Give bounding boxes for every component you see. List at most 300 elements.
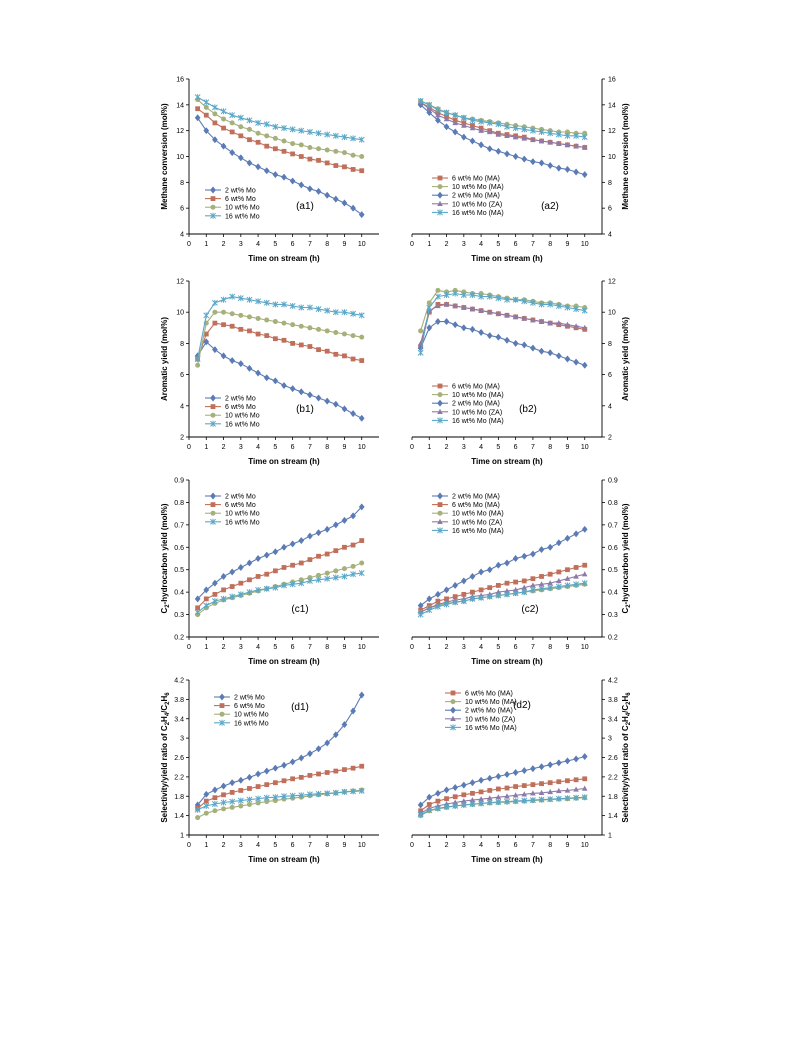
data-point: [290, 152, 295, 157]
data-point: [307, 750, 312, 756]
data-point: [325, 526, 330, 532]
legend-marker: [211, 413, 216, 418]
legend-marker: [211, 196, 216, 201]
data-point: [342, 566, 347, 571]
x-tick-label: 8: [325, 644, 330, 651]
legend: [432, 493, 504, 535]
data-point: [461, 325, 466, 331]
data-point: [359, 154, 364, 159]
data-point: [308, 773, 313, 778]
data-point: [435, 318, 440, 324]
data-point: [565, 778, 570, 783]
x-tick-label: 1: [204, 842, 209, 849]
data-point: [530, 158, 535, 164]
data-point: [351, 153, 356, 158]
data-point: [479, 789, 484, 794]
data-point: [238, 777, 243, 783]
x-tick-label: 10: [580, 644, 589, 651]
legend-marker: [438, 511, 443, 516]
x-tick-label: 7: [307, 241, 312, 248]
x-tick-label: 6: [513, 644, 518, 651]
data-point: [565, 356, 570, 362]
chart-panel-c2: [410, 478, 632, 667]
legend-marker: [451, 691, 456, 696]
data-point: [247, 560, 252, 566]
data-point: [359, 538, 364, 543]
panel-label: (c1): [291, 604, 309, 615]
x-tick-label: 10: [580, 444, 589, 451]
data-point: [530, 765, 535, 771]
legend-marker: [451, 699, 456, 704]
x-tick-label: 10: [357, 842, 366, 849]
data-point: [273, 568, 278, 573]
data-point: [247, 160, 252, 166]
data-point: [213, 592, 218, 597]
legend-label: 16 wt% Mo: [225, 213, 260, 221]
x-tick-label: 9: [565, 241, 570, 248]
series-line: [198, 297, 362, 359]
x-tick-label: 2: [444, 444, 449, 451]
x-tick-label: 6: [513, 842, 518, 849]
data-point: [230, 112, 235, 118]
legend-label: 10 wt% Mo (MA): [465, 699, 517, 707]
data-point: [504, 771, 509, 777]
legend-label: 16 wt% Mo: [225, 421, 260, 429]
data-point: [195, 94, 200, 100]
data-point: [333, 548, 338, 553]
data-point: [212, 310, 217, 315]
data-point: [530, 551, 535, 557]
data-point: [504, 151, 509, 157]
series-16-wt-mo: [195, 94, 364, 143]
data-point: [299, 142, 304, 147]
data-point: [470, 779, 475, 785]
legend-label: 6 wt% Mo: [225, 502, 256, 510]
y-tick-label: 0.6: [608, 544, 618, 552]
data-point: [255, 370, 260, 376]
data-point: [418, 350, 423, 356]
legend-label: 6 wt% Mo (MA): [452, 502, 500, 510]
data-point: [556, 570, 561, 575]
data-point: [470, 573, 475, 579]
x-tick-label: 3: [461, 644, 466, 651]
x-tick-label: 1: [204, 444, 209, 451]
legend-marker: [438, 176, 443, 181]
data-point: [238, 788, 243, 793]
legend-label: 6 wt% Mo (MA): [452, 383, 500, 391]
series-2-wt-mo-ma-: [418, 102, 587, 178]
data-point: [522, 783, 527, 788]
y-axis-label: Selectivity/yield ratio of $C_2H_4/C_2H_6$: [160, 692, 171, 823]
data-point: [204, 105, 209, 110]
x-tick-label: 9: [565, 444, 570, 451]
chart-panel-d1: [160, 678, 379, 865]
data-point: [351, 543, 356, 548]
data-point: [325, 552, 330, 557]
data-point: [204, 99, 209, 105]
x-tick-label: 9: [565, 644, 570, 651]
y-axis-label: Aromatic yield (mol%): [621, 316, 630, 402]
data-point: [333, 769, 338, 774]
data-point: [522, 553, 527, 559]
data-point: [299, 154, 304, 159]
x-tick-label: 3: [238, 444, 243, 451]
data-point: [556, 540, 561, 546]
y-tick-label: 2: [608, 434, 612, 442]
data-point: [255, 555, 260, 561]
data-point: [281, 382, 286, 388]
x-tick-label: 9: [342, 241, 347, 248]
y-tick-label: 0.3: [174, 612, 184, 620]
x-tick-label: 1: [427, 842, 432, 849]
y-tick-label: 1.8: [608, 793, 618, 801]
chart-panel-b2: [410, 279, 630, 467]
x-tick-label: 8: [548, 241, 553, 248]
x-tick-label: 3: [461, 241, 466, 248]
y-tick-label: 0.7: [608, 522, 618, 530]
data-point: [299, 561, 304, 566]
data-point: [359, 764, 364, 769]
data-point: [247, 137, 252, 142]
y-tick-label: 4.2: [174, 677, 184, 685]
data-point: [351, 564, 356, 569]
data-point: [325, 770, 330, 775]
x-axis-label: Time on stream (h): [248, 254, 320, 263]
data-point: [522, 156, 527, 162]
y-tick-label: 4: [608, 403, 612, 411]
data-point: [548, 572, 553, 577]
data-point: [230, 805, 235, 810]
data-point: [565, 535, 570, 541]
x-tick-label: 1: [427, 241, 432, 248]
legend-label: 10 wt% Mo (MA): [452, 510, 504, 518]
series-6-wt-mo-ma-: [418, 302, 587, 349]
data-point: [342, 767, 347, 772]
x-tick-label: 10: [357, 444, 366, 451]
y-tick-label: 1.8: [174, 793, 184, 801]
data-point: [565, 567, 570, 572]
data-point: [212, 787, 217, 793]
x-axis-label: Time on stream (h): [471, 254, 543, 263]
data-point: [333, 196, 338, 202]
legend-marker: [438, 392, 443, 397]
data-point: [247, 802, 252, 807]
data-point: [316, 146, 321, 151]
data-point: [212, 300, 217, 306]
data-point: [565, 166, 570, 172]
data-point: [574, 777, 579, 782]
data-point: [325, 148, 330, 153]
data-point: [281, 544, 286, 550]
data-point: [308, 344, 313, 349]
x-axis-label: Time on stream (h): [248, 657, 320, 666]
y-tick-label: 6: [608, 372, 612, 380]
data-point: [582, 171, 587, 177]
data-point: [565, 758, 570, 764]
x-tick-label: 6: [290, 644, 295, 651]
legend-marker: [210, 493, 215, 499]
data-point: [256, 131, 261, 136]
panel-label: (c2): [521, 604, 539, 615]
x-tick-label: 4: [479, 842, 484, 849]
data-point: [213, 321, 218, 326]
data-point: [221, 806, 226, 811]
data-point: [282, 565, 287, 570]
data-point: [238, 803, 243, 808]
series-10-wt-mo: [195, 310, 364, 368]
data-point: [444, 787, 449, 793]
data-point: [487, 567, 492, 573]
data-point: [435, 790, 440, 796]
x-axis-label: Time on stream (h): [248, 855, 320, 864]
x-tick-label: 9: [342, 644, 347, 651]
x-tick-label: 5: [273, 842, 278, 849]
data-point: [290, 563, 295, 568]
data-point: [573, 531, 578, 537]
data-point: [342, 517, 347, 523]
x-tick-label: 1: [204, 241, 209, 248]
data-point: [238, 327, 243, 332]
data-point: [479, 588, 484, 593]
data-point: [496, 787, 501, 792]
legend-label: 10 wt% Mo (ZA): [452, 201, 503, 209]
data-point: [487, 775, 492, 781]
legend-label: 6 wt% Mo: [234, 703, 265, 711]
data-point: [204, 603, 209, 609]
y-tick-label: 16: [608, 76, 616, 84]
legend: [432, 384, 504, 425]
data-point: [539, 546, 544, 552]
data-point: [470, 138, 475, 144]
data-point: [487, 332, 492, 338]
data-point: [256, 140, 261, 145]
data-point: [539, 574, 544, 579]
data-point: [531, 576, 536, 581]
y-tick-label: 0.5: [174, 567, 184, 575]
data-point: [290, 385, 295, 391]
data-point: [325, 571, 330, 576]
y-axis-label: $C_2$-hydrocarbon yield (mol%): [621, 503, 632, 614]
data-point: [299, 182, 304, 188]
legend-label: 10 wt% Mo: [225, 510, 260, 518]
x-tick-label: 7: [530, 241, 535, 248]
x-tick-label: 7: [530, 644, 535, 651]
data-point: [316, 158, 321, 163]
legend-marker: [210, 187, 215, 193]
data-point: [230, 324, 235, 329]
data-point: [539, 781, 544, 786]
data-point: [513, 555, 518, 561]
y-tick-label: 14: [176, 102, 184, 110]
x-tick-label: 3: [461, 444, 466, 451]
data-point: [247, 127, 252, 132]
data-point: [513, 769, 518, 775]
data-point: [487, 788, 492, 793]
data-point: [574, 565, 579, 570]
x-tick-label: 5: [496, 842, 501, 849]
series-16-wt-mo: [195, 570, 364, 615]
data-point: [556, 165, 561, 171]
data-point: [342, 164, 347, 169]
data-point: [548, 544, 553, 550]
legend-label: 2 wt% Mo (MA): [452, 400, 500, 408]
legend-label: 6 wt% Mo: [225, 196, 256, 204]
data-point: [273, 765, 278, 771]
data-point: [282, 778, 287, 783]
data-point: [350, 410, 355, 416]
data-point: [299, 324, 304, 329]
y-tick-label: 0.3: [608, 612, 618, 620]
x-tick-label: 7: [307, 842, 312, 849]
x-tick-label: 3: [238, 842, 243, 849]
data-point: [351, 766, 356, 771]
data-point: [470, 791, 475, 796]
data-point: [478, 329, 483, 335]
y-tick-label: 8: [180, 340, 184, 348]
panel-label: (d2): [513, 700, 531, 711]
data-point: [247, 774, 252, 780]
series-10-wt-mo-za-: [418, 786, 588, 816]
legend-label: 2 wt% Mo: [225, 395, 256, 403]
y-tick-label: 2.2: [608, 774, 618, 782]
legend-label: 10 wt% Mo: [225, 204, 260, 212]
y-tick-label: 3.4: [174, 716, 184, 724]
data-point: [307, 392, 312, 398]
data-point: [273, 780, 278, 785]
y-tick-label: 10: [176, 154, 184, 161]
data-point: [230, 311, 235, 316]
data-point: [435, 591, 440, 597]
data-point: [204, 596, 209, 601]
data-point: [316, 746, 321, 752]
data-point: [256, 784, 261, 789]
data-point: [351, 357, 356, 362]
data-point: [359, 168, 364, 173]
x-tick-label: 3: [238, 241, 243, 248]
data-point: [478, 142, 483, 148]
y-tick-label: 8: [608, 340, 612, 348]
data-point: [273, 336, 278, 341]
data-point: [453, 784, 458, 790]
data-point: [299, 755, 304, 761]
data-point: [316, 395, 321, 401]
y-tick-label: 3.8: [174, 696, 184, 704]
legend-label: 2 wt% Mo (MA): [452, 493, 500, 501]
data-point: [213, 121, 218, 126]
data-point: [582, 776, 587, 781]
legend-label: 16 wt% Mo (MA): [465, 724, 517, 732]
data-point: [221, 310, 226, 315]
y-tick-label: 0.2: [608, 634, 618, 642]
y-tick-label: 0.8: [174, 499, 184, 507]
data-point: [230, 357, 235, 363]
data-point: [316, 327, 321, 332]
data-point: [247, 577, 252, 582]
data-point: [333, 330, 338, 335]
legend-marker: [211, 205, 216, 210]
data-point: [221, 588, 226, 593]
x-tick-label: 0: [410, 644, 414, 651]
x-axis-label: Time on stream (h): [471, 855, 543, 864]
data-point: [556, 353, 561, 359]
data-point: [522, 342, 527, 348]
data-point: [496, 562, 501, 568]
x-tick-label: 5: [496, 444, 501, 451]
legend-label: 10 wt% Mo (ZA): [452, 409, 503, 417]
data-point: [204, 811, 209, 816]
data-point: [221, 143, 226, 149]
data-point: [221, 126, 226, 131]
data-point: [282, 321, 287, 326]
data-point: [582, 786, 588, 791]
panel-label: (b1): [296, 404, 314, 415]
panel-label: (a2): [541, 201, 559, 212]
data-point: [427, 325, 432, 331]
data-point: [247, 329, 252, 334]
data-point: [487, 146, 492, 152]
data-point: [504, 337, 509, 343]
x-tick-label: 2: [221, 644, 226, 651]
data-point: [308, 557, 313, 562]
x-tick-label: 2: [221, 842, 226, 849]
panel-label: (a1): [296, 201, 314, 212]
data-point: [513, 784, 518, 789]
y-tick-label: 6: [180, 205, 184, 213]
x-tick-label: 2: [221, 444, 226, 451]
data-point: [539, 764, 544, 770]
data-point: [282, 139, 287, 144]
data-point: [418, 612, 423, 618]
data-point: [496, 773, 501, 779]
legend-label: 16 wt% Mo: [225, 519, 260, 527]
data-point: [307, 145, 312, 150]
y-axis-label: Methane conversion (mol%): [621, 103, 630, 210]
data-point: [444, 796, 449, 801]
data-point: [453, 794, 458, 799]
data-point: [290, 141, 295, 146]
y-axis-label: Selectivity/yield ratio of $C_2H_4/C_2H_6$: [621, 692, 632, 823]
x-tick-label: 0: [187, 444, 191, 451]
data-point: [264, 333, 269, 338]
data-point: [247, 314, 252, 319]
data-point: [273, 319, 278, 324]
data-point: [221, 297, 226, 303]
data-point: [505, 581, 510, 586]
x-tick-label: 2: [444, 241, 449, 248]
data-point: [255, 164, 260, 170]
x-axis-label: Time on stream (h): [248, 457, 320, 466]
data-point: [230, 149, 235, 155]
data-point: [212, 104, 217, 110]
data-point: [255, 771, 260, 777]
x-tick-label: 2: [444, 644, 449, 651]
y-tick-label: 4: [180, 231, 184, 239]
y-tick-label: 3: [180, 735, 184, 743]
y-tick-label: 2.2: [174, 774, 184, 782]
data-point: [444, 587, 449, 593]
legend-marker: [438, 384, 443, 389]
y-tick-label: 14: [608, 102, 616, 110]
data-point: [238, 564, 243, 570]
data-point: [325, 398, 330, 404]
x-tick-label: 6: [290, 444, 295, 451]
x-tick-label: 10: [357, 644, 366, 651]
data-point: [299, 389, 304, 395]
data-point: [273, 549, 278, 555]
y-tick-label: 0.2: [174, 634, 184, 642]
x-tick-label: 10: [580, 842, 589, 849]
series-line: [198, 695, 362, 805]
